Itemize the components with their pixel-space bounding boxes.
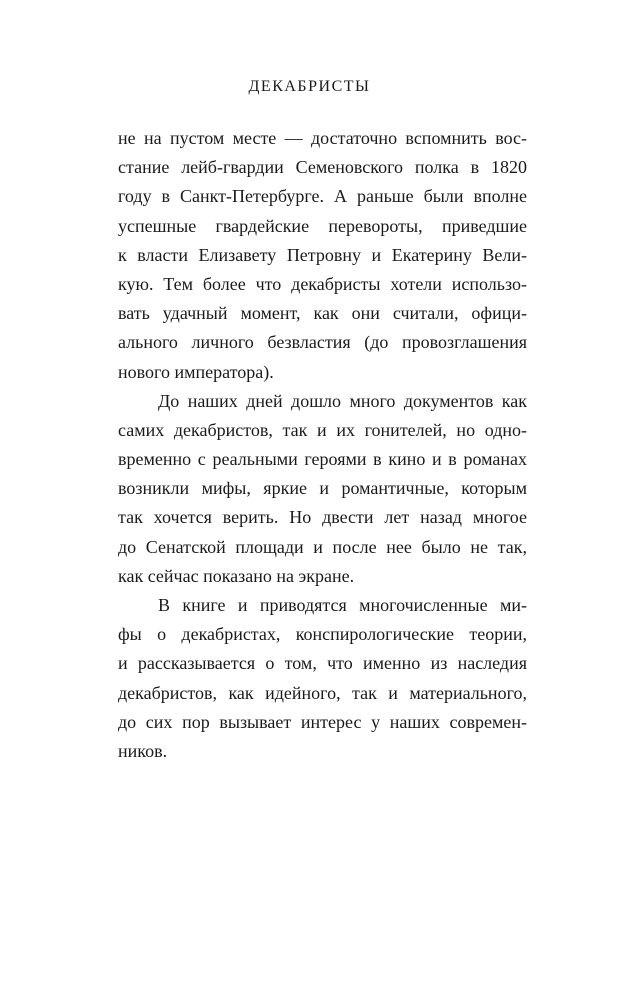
text-line: к власти Елизавету Петровну и Екатерину Вели-: [118, 244, 527, 265]
text-line: самих декабристов, так и их гонителей, но одно-: [118, 419, 527, 440]
text-line: временно с реальными героями в кино и в романах: [118, 449, 527, 470]
running-head: ДЕКАБРИСТЫ: [248, 78, 371, 95]
paragraph: [118, 387, 527, 591]
text-line: не на пустом месте — достаточно вспомнить вос-: [118, 128, 527, 148]
text-line: как сейчас показано на экране.: [118, 565, 355, 586]
text-line: ального личного безвластия (до провозглашения: [118, 332, 527, 353]
text-line: ников.: [118, 740, 168, 761]
body-text: [118, 124, 527, 766]
text-line: успешные гвардейские перевороты, приведшие: [118, 215, 527, 236]
text-line: и рассказывается о том, что именно из наследия: [118, 653, 527, 674]
text-line: вать удачный момент, как они считали, офици-: [118, 303, 527, 324]
text-line: декабристов, как идейного, так и материального,: [118, 682, 527, 703]
text-line: возникли мифы, яркие и романтичные, которым: [118, 478, 527, 499]
text-line: фы о декабристах, конспирологические теории,: [118, 624, 527, 645]
text-line: году в Санкт-Петербурге. А раньше были вполне: [118, 186, 527, 207]
text-line: стание лейб-гвардии Семеновского полка в 1820: [118, 157, 527, 178]
paragraph: [118, 124, 527, 387]
text-line: до Сенатской площади и после нее было не так,: [118, 536, 527, 557]
text-line: В книге и приводятся многочисленные ми-: [158, 595, 527, 615]
text-line: так хочется верить. Но двести лет назад многое: [118, 507, 527, 528]
text-line: до сих пор вызывает интерес у наших современ-: [118, 711, 527, 732]
text-line: До наших дней дошло много документов как: [158, 390, 527, 411]
text-line: нового императора).: [118, 361, 274, 382]
paragraph: [118, 591, 527, 766]
text-line: кую. Тем более что декабристы хотели использо-: [118, 273, 527, 294]
